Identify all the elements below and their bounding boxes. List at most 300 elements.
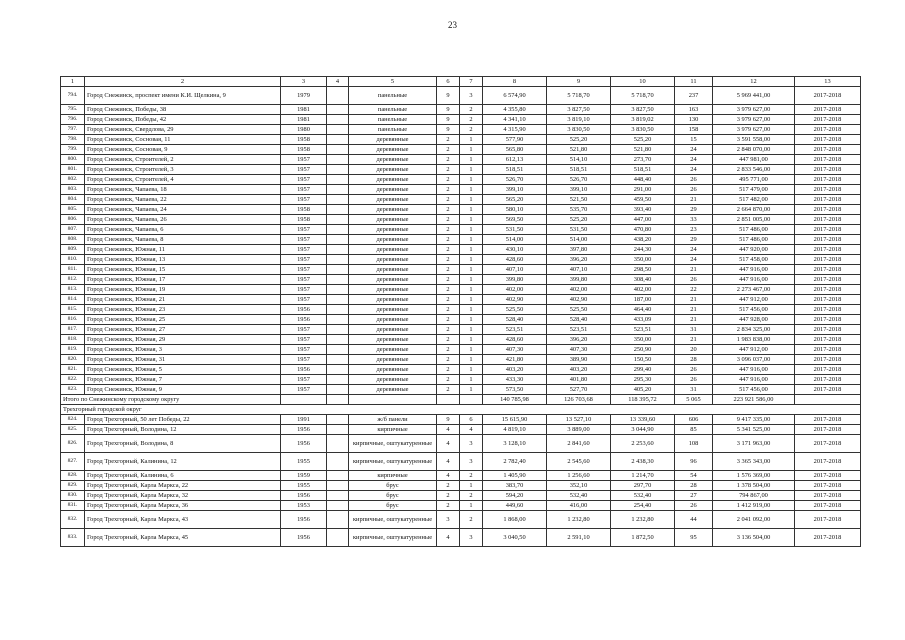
blank-cell	[327, 235, 349, 245]
table-row	[61, 87, 861, 105]
entrances-cell: 3	[460, 435, 483, 453]
table-row	[61, 215, 861, 225]
wall-material-cell: деревянные	[349, 175, 437, 185]
entrances-cell: 1	[460, 245, 483, 255]
table-row	[61, 155, 861, 165]
wall-material-cell: деревянные	[349, 285, 437, 295]
column-number: 12	[713, 77, 795, 87]
entrances-cell: 1	[460, 235, 483, 245]
blank-cell	[327, 345, 349, 355]
living-area-cell: 5 718,70	[547, 87, 611, 105]
wall-material-cell: деревянные	[349, 155, 437, 165]
wall-material-cell: панельные	[349, 115, 437, 125]
address-cell: Город Снежинск, Южная, 27	[85, 325, 281, 335]
total-area-cell: 594,20	[483, 491, 547, 501]
living-area-cell: 3 889,00	[547, 425, 611, 435]
period-cell: 2017-2018	[795, 105, 861, 115]
residents-cell: 23	[675, 225, 713, 235]
wall-material-cell: кирпичные, оштукатуренные	[349, 529, 437, 547]
residents-cell: 21	[675, 315, 713, 325]
living-area-cell: 526,70	[547, 175, 611, 185]
residential-area-cell: 5 718,70	[611, 87, 675, 105]
cost-cell: 1 983 838,00	[713, 335, 795, 345]
column-number: 11	[675, 77, 713, 87]
blank-cell	[327, 415, 349, 425]
wall-material-cell: деревянные	[349, 215, 437, 225]
period-cell: 2017-2018	[795, 325, 861, 335]
period-cell: 2017-2018	[795, 285, 861, 295]
residents-cell: 26	[675, 501, 713, 511]
floors-cell: 2	[437, 185, 460, 195]
floors-cell: 9	[437, 87, 460, 105]
blank-cell	[437, 395, 460, 405]
floors-cell: 2	[437, 135, 460, 145]
address-cell: Город Снежинск, Южная, 3	[85, 345, 281, 355]
total-area-cell: 430,10	[483, 245, 547, 255]
address-cell: Город Трехгорный, Володина, 8	[85, 435, 281, 453]
row-number: 812.	[61, 275, 85, 285]
cost-cell: 2 041 092,00	[713, 511, 795, 529]
entrances-cell: 1	[460, 145, 483, 155]
address-cell: Город Трехгорный, Калинина, 12	[85, 453, 281, 471]
period-cell: 2017-2018	[795, 87, 861, 105]
wall-material-cell: кирпичные	[349, 471, 437, 481]
residential-area-cell: 459,50	[611, 195, 675, 205]
wall-material-cell: деревянные	[349, 265, 437, 275]
living-area-cell: 416,00	[547, 501, 611, 511]
table-row	[61, 425, 861, 435]
wall-material-cell: деревянные	[349, 385, 437, 395]
cost-cell: 9 417 335,00	[713, 415, 795, 425]
residential-area-cell: 3 819,02	[611, 115, 675, 125]
row-number: 811.	[61, 265, 85, 275]
address-cell: Город Трехгорный, Карла Маркса, 43	[85, 511, 281, 529]
wall-material-cell: деревянные	[349, 205, 437, 215]
residents-cell: 21	[675, 265, 713, 275]
total-area-cell: 1 868,00	[483, 511, 547, 529]
address-cell: Город Снежинск, Южная, 9	[85, 385, 281, 395]
table-row	[61, 375, 861, 385]
period-cell: 2017-2018	[795, 215, 861, 225]
floors-cell: 4	[437, 453, 460, 471]
residential-area-cell: 464,40	[611, 305, 675, 315]
living-area-cell: 126 703,68	[547, 395, 611, 405]
period-cell: 2017-2018	[795, 305, 861, 315]
total-area-cell: 569,50	[483, 215, 547, 225]
year-cell: 1957	[281, 225, 327, 235]
cost-cell: 495 771,00	[713, 175, 795, 185]
residents-cell: 108	[675, 435, 713, 453]
floors-cell: 2	[437, 481, 460, 491]
cost-cell: 447 916,00	[713, 275, 795, 285]
total-area-cell: 518,51	[483, 165, 547, 175]
address-cell: Город Снежинск, Строителей, 3	[85, 165, 281, 175]
wall-material-cell: деревянные	[349, 365, 437, 375]
row-number: 816.	[61, 315, 85, 325]
section-header-row	[61, 405, 861, 415]
register-body	[61, 77, 861, 547]
living-area-cell: 514,00	[547, 235, 611, 245]
residential-area-cell: 350,00	[611, 255, 675, 265]
row-number: 828.	[61, 471, 85, 481]
floors-cell: 2	[437, 275, 460, 285]
address-cell: Город Трехгорный, Карла Маркса, 32	[85, 491, 281, 501]
entrances-cell: 1	[460, 275, 483, 285]
total-area-cell: 15 615,90	[483, 415, 547, 425]
year-cell: 1957	[281, 295, 327, 305]
entrances-cell: 1	[460, 501, 483, 511]
column-number: 1	[61, 77, 85, 87]
table-row	[61, 511, 861, 529]
table-row	[61, 335, 861, 345]
wall-material-cell: панельные	[349, 105, 437, 115]
blank-cell	[327, 325, 349, 335]
living-area-cell: 525,20	[547, 135, 611, 145]
cost-cell: 2 851 005,00	[713, 215, 795, 225]
year-cell: 1956	[281, 511, 327, 529]
entrances-cell: 1	[460, 165, 483, 175]
address-cell: Город Снежинск, Южная, 11	[85, 245, 281, 255]
table-row	[61, 481, 861, 491]
table-row	[61, 185, 861, 195]
living-area-cell: 525,50	[547, 305, 611, 315]
entrances-cell: 3	[460, 529, 483, 547]
register-sheet	[60, 76, 860, 547]
wall-material-cell: ж/б панели	[349, 415, 437, 425]
residents-cell: 24	[675, 255, 713, 265]
cost-cell: 447 916,00	[713, 265, 795, 275]
year-cell: 1956	[281, 425, 327, 435]
residents-cell: 31	[675, 385, 713, 395]
column-number: 13	[795, 77, 861, 87]
row-number: 831.	[61, 501, 85, 511]
cost-cell: 517 482,00	[713, 195, 795, 205]
address-cell: Город Снежинск, Чапаева, 22	[85, 195, 281, 205]
total-area-cell: 399,80	[483, 275, 547, 285]
residents-cell: 21	[675, 195, 713, 205]
total-area-cell: 140 785,98	[483, 395, 547, 405]
table-row	[61, 245, 861, 255]
residential-area-cell: 405,20	[611, 385, 675, 395]
living-area-cell: 3 819,10	[547, 115, 611, 125]
entrances-cell: 1	[460, 135, 483, 145]
blank-cell	[327, 285, 349, 295]
living-area-cell: 396,20	[547, 335, 611, 345]
table-row	[61, 385, 861, 395]
table-row	[61, 315, 861, 325]
floors-cell: 2	[437, 501, 460, 511]
table-row	[61, 195, 861, 205]
floors-cell: 9	[437, 115, 460, 125]
period-cell: 2017-2018	[795, 295, 861, 305]
residents-cell: 44	[675, 511, 713, 529]
total-area-cell: 428,60	[483, 255, 547, 265]
address-cell: Город Трехгорный, 50 лет Победы, 22	[85, 415, 281, 425]
wall-material-cell: кирпичные, оштукатуренные	[349, 453, 437, 471]
address-cell: Город Снежинск, Южная, 29	[85, 335, 281, 345]
living-area-cell: 407,10	[547, 265, 611, 275]
cost-cell: 5 341 525,00	[713, 425, 795, 435]
address-cell: Город Трехгорный, Карла Маркса, 45	[85, 529, 281, 547]
living-area-cell: 402,90	[547, 295, 611, 305]
residential-area-cell: 402,00	[611, 285, 675, 295]
residential-area-cell: 1 872,50	[611, 529, 675, 547]
living-area-cell: 402,00	[547, 285, 611, 295]
year-cell: 1957	[281, 285, 327, 295]
blank-cell	[327, 165, 349, 175]
address-cell: Город Трехгорный, Карла Маркса, 36	[85, 501, 281, 511]
cost-cell: 517 486,00	[713, 225, 795, 235]
residential-area-cell: 291,00	[611, 185, 675, 195]
year-cell: 1957	[281, 235, 327, 245]
year-cell: 1953	[281, 501, 327, 511]
entrances-cell: 1	[460, 335, 483, 345]
residents-cell: 21	[675, 295, 713, 305]
period-cell: 2017-2018	[795, 265, 861, 275]
table-row	[61, 305, 861, 315]
entrances-cell: 6	[460, 415, 483, 425]
blank-cell	[327, 355, 349, 365]
table-row	[61, 471, 861, 481]
floors-cell: 2	[437, 491, 460, 501]
table-row	[61, 265, 861, 275]
total-area-cell: 428,60	[483, 335, 547, 345]
address-cell: Город Снежинск, Чапаева, 26	[85, 215, 281, 225]
period-cell: 2017-2018	[795, 471, 861, 481]
blank-cell	[327, 365, 349, 375]
address-cell: Город Снежинск, Победы, 42	[85, 115, 281, 125]
entrances-cell: 1	[460, 325, 483, 335]
period-cell: 2017-2018	[795, 175, 861, 185]
address-cell: Город Снежинск, Южная, 19	[85, 285, 281, 295]
cost-cell: 223 921 586,00	[713, 395, 795, 405]
residents-cell: 21	[675, 335, 713, 345]
total-area-cell: 4 341,10	[483, 115, 547, 125]
blank-cell	[327, 125, 349, 135]
column-number: 4	[327, 77, 349, 87]
blank-cell	[327, 115, 349, 125]
living-area-cell: 407,30	[547, 345, 611, 355]
living-area-cell: 403,20	[547, 365, 611, 375]
table-row	[61, 125, 861, 135]
entrances-cell: 1	[460, 375, 483, 385]
year-cell: 1958	[281, 145, 327, 155]
year-cell: 1957	[281, 195, 327, 205]
living-area-cell: 401,80	[547, 375, 611, 385]
residential-area-cell: 118 395,72	[611, 395, 675, 405]
living-area-cell: 2 545,60	[547, 453, 611, 471]
residents-cell: 158	[675, 125, 713, 135]
floors-cell: 2	[437, 255, 460, 265]
living-area-cell: 13 527,10	[547, 415, 611, 425]
blank-cell	[327, 511, 349, 529]
living-area-cell: 523,51	[547, 325, 611, 335]
living-area-cell: 527,70	[547, 385, 611, 395]
address-cell: Город Трехгорный, Карла Маркса, 22	[85, 481, 281, 491]
period-cell: 2017-2018	[795, 491, 861, 501]
cost-cell: 517 458,00	[713, 255, 795, 265]
cost-cell: 2 833 546,00	[713, 165, 795, 175]
wall-material-cell: деревянные	[349, 375, 437, 385]
period-cell: 2017-2018	[795, 501, 861, 511]
living-area-cell: 396,20	[547, 255, 611, 265]
address-cell: Город Снежинск, Южная, 5	[85, 365, 281, 375]
residential-area-cell: 297,70	[611, 481, 675, 491]
residential-area-cell: 518,51	[611, 165, 675, 175]
period-cell: 2017-2018	[795, 195, 861, 205]
year-cell: 1957	[281, 255, 327, 265]
cost-cell: 447 928,00	[713, 315, 795, 325]
cost-cell: 517 479,00	[713, 185, 795, 195]
period-cell: 2017-2018	[795, 155, 861, 165]
residential-area-cell: 308,40	[611, 275, 675, 285]
blank-cell	[327, 87, 349, 105]
year-cell: 1957	[281, 385, 327, 395]
residential-area-cell: 350,00	[611, 335, 675, 345]
year-cell: 1956	[281, 365, 327, 375]
blank-cell	[327, 305, 349, 315]
residents-cell: 29	[675, 205, 713, 215]
residential-area-cell: 3 830,50	[611, 125, 675, 135]
table-row	[61, 275, 861, 285]
cost-cell: 3 136 504,00	[713, 529, 795, 547]
residential-area-cell: 273,70	[611, 155, 675, 165]
row-number: 803.	[61, 185, 85, 195]
wall-material-cell: брус	[349, 481, 437, 491]
row-number: 829.	[61, 481, 85, 491]
entrances-cell: 1	[460, 175, 483, 185]
table-row	[61, 345, 861, 355]
entrances-cell: 3	[460, 87, 483, 105]
table-row	[61, 355, 861, 365]
blank-cell	[327, 385, 349, 395]
floors-cell: 2	[437, 285, 460, 295]
total-area-cell: 565,80	[483, 145, 547, 155]
cost-cell: 1 412 919,00	[713, 501, 795, 511]
floors-cell: 2	[437, 365, 460, 375]
residential-area-cell: 150,50	[611, 355, 675, 365]
cost-cell: 5 969 441,00	[713, 87, 795, 105]
year-cell: 1991	[281, 415, 327, 425]
residential-area-cell: 254,40	[611, 501, 675, 511]
wall-material-cell: деревянные	[349, 195, 437, 205]
row-number: 796.	[61, 115, 85, 125]
total-label: Итого по Снежинскому городскому округу	[61, 395, 281, 405]
address-cell: Город Снежинск, Сосновая, 9	[85, 145, 281, 155]
floors-cell: 4	[437, 435, 460, 453]
living-area-cell: 532,40	[547, 491, 611, 501]
year-cell: 1981	[281, 105, 327, 115]
register-table	[60, 76, 861, 547]
wall-material-cell: деревянные	[349, 305, 437, 315]
period-cell: 2017-2018	[795, 125, 861, 135]
floors-cell: 2	[437, 335, 460, 345]
period-cell: 2017-2018	[795, 275, 861, 285]
column-number: 2	[85, 77, 281, 87]
page-number: 23	[448, 20, 457, 30]
residential-area-cell: 447,00	[611, 215, 675, 225]
wall-material-cell: кирпичные	[349, 425, 437, 435]
cost-cell: 3 979 627,00	[713, 115, 795, 125]
period-cell: 2017-2018	[795, 529, 861, 547]
cost-cell: 3 591 558,00	[713, 135, 795, 145]
period-cell: 2017-2018	[795, 225, 861, 235]
blank-cell	[460, 395, 483, 405]
living-area-cell: 1 232,80	[547, 511, 611, 529]
cost-cell: 517 456,00	[713, 385, 795, 395]
year-cell: 1956	[281, 491, 327, 501]
row-number: 832.	[61, 511, 85, 529]
blank-cell	[327, 453, 349, 471]
floors-cell: 2	[437, 205, 460, 215]
entrances-cell: 1	[460, 225, 483, 235]
residents-cell: 163	[675, 105, 713, 115]
entrances-cell: 2	[460, 105, 483, 115]
period-cell: 2017-2018	[795, 345, 861, 355]
entrances-cell: 1	[460, 255, 483, 265]
wall-material-cell: деревянные	[349, 335, 437, 345]
year-cell: 1956	[281, 435, 327, 453]
residents-cell: 26	[675, 375, 713, 385]
row-number: 809.	[61, 245, 85, 255]
blank-cell	[327, 185, 349, 195]
row-number: 818.	[61, 335, 85, 345]
year-cell: 1956	[281, 315, 327, 325]
cost-cell: 447 981,00	[713, 155, 795, 165]
year-cell: 1957	[281, 335, 327, 345]
address-cell: Город Снежинск, Победы, 38	[85, 105, 281, 115]
table-row	[61, 175, 861, 185]
year-cell: 1958	[281, 135, 327, 145]
column-number: 5	[349, 77, 437, 87]
residents-cell: 26	[675, 275, 713, 285]
address-cell: Город Снежинск, Строителей, 4	[85, 175, 281, 185]
address-cell: Город Снежинск, Чапаева, 6	[85, 225, 281, 235]
cost-cell: 2 273 467,00	[713, 285, 795, 295]
wall-material-cell: деревянные	[349, 245, 437, 255]
cost-cell: 447 916,00	[713, 375, 795, 385]
residents-cell: 21	[675, 305, 713, 315]
floors-cell: 2	[437, 175, 460, 185]
table-row	[61, 435, 861, 453]
living-area-cell: 514,10	[547, 155, 611, 165]
column-number-row	[61, 77, 861, 87]
cost-cell: 2 664 870,00	[713, 205, 795, 215]
residential-area-cell: 299,40	[611, 365, 675, 375]
column-number: 10	[611, 77, 675, 87]
residents-cell: 20	[675, 345, 713, 355]
period-cell: 2017-2018	[795, 375, 861, 385]
blank-cell	[327, 215, 349, 225]
blank-cell	[327, 135, 349, 145]
row-number: 825.	[61, 425, 85, 435]
floors-cell: 2	[437, 245, 460, 255]
cost-cell: 3 096 037,00	[713, 355, 795, 365]
period-cell: 2017-2018	[795, 415, 861, 425]
residential-area-cell: 470,80	[611, 225, 675, 235]
year-cell: 1981	[281, 115, 327, 125]
residents-cell: 26	[675, 365, 713, 375]
wall-material-cell: панельные	[349, 87, 437, 105]
total-area-cell: 449,60	[483, 501, 547, 511]
table-row	[61, 145, 861, 155]
floors-cell: 2	[437, 385, 460, 395]
total-area-cell: 612,13	[483, 155, 547, 165]
table-row	[61, 225, 861, 235]
row-number: 826.	[61, 435, 85, 453]
entrances-cell: 1	[460, 195, 483, 205]
living-area-cell: 525,20	[547, 215, 611, 225]
